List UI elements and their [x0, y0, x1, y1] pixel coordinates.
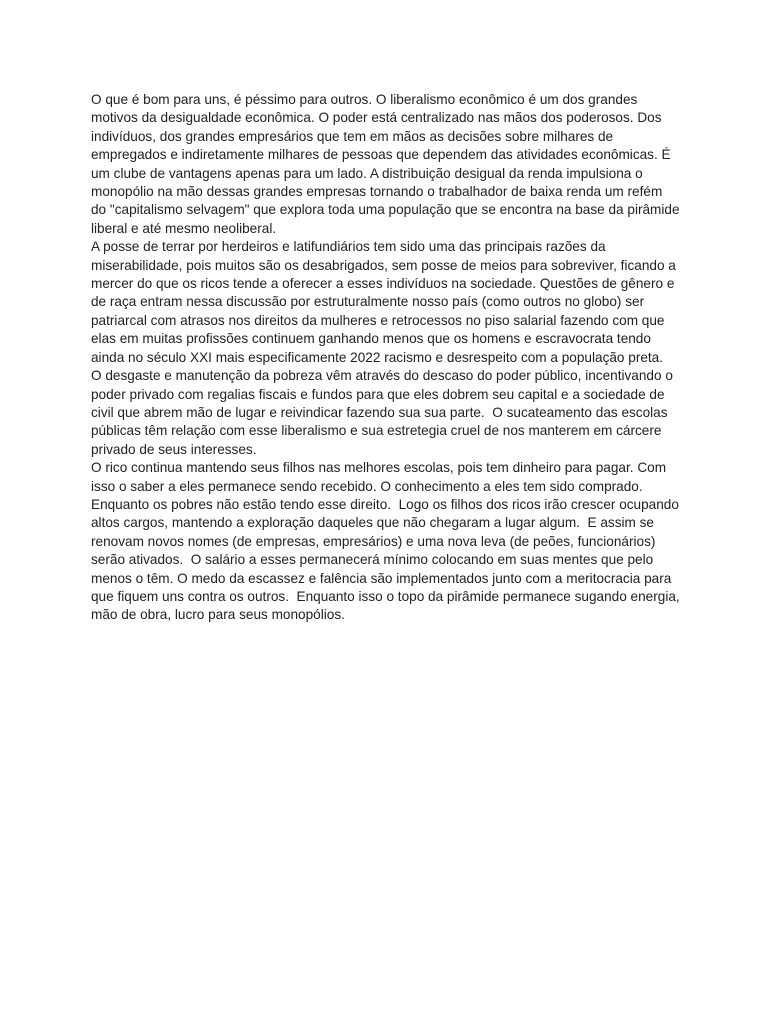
paragraph-3: O desgaste e manutenção da pobreza vêm através do descaso do poder público, incentivando o poder privado com regalias fiscais e fundos para que eles dobrem seu capital e a sociedade de civil que abrem mão de lugar e reivindicar fazendo sua sua parte. O sucateamento das escolas públicas têm relação com esse liberalismo e sua estretegia cruel de nos manterem em cárcere privado de seus interesses. — [91, 368, 677, 457]
paragraph-4: O rico continua mantendo seus filhos nas melhores escolas, pois tem dinheiro para pagar. Com isso o saber a eles permanece sendo recebido. O conhecimento a eles tem sido comprado. Enquanto os pobres não estão tendo esse direito. Logo os filhos dos ricos irão crescer ocupando altos cargos, mantendo a exploração daqueles que não chegaram a lugar algum. E assim se renovam novos nomes (de empresas, empresários) e uma nova leva (de peões, funcionários) serão ativados. O salário a esses permanecerá mínimo colocando em suas mentes que pelo menos o têm. O medo da escassez e falência são implementados junto com a meritocracia para que fiquem uns contra os outros. Enquanto isso o topo da pirâmide permanece sugando energia, mão de obra, lucro para seus monopólios. — [91, 460, 684, 623]
document-body — [91, 91, 684, 625]
paragraph-2: A posse de terrar por herdeiros e latifundiários tem sido uma das principais razões da miserabilidade, pois muitos são os desabrigados, sem posse de meios para sobreviver, ficando a mercer do que os ricos tende a oferecer a esses indivíduos na sociedade. Questões de gênero e de raça entram nessa discussão por estruturalmente nosso país (como outros no globo) ser patriarcal com atrasos nos direitos da mulheres e retrocessos no piso salarial fazendo com que elas em muitas profissões continuem ganhando menos que os homens e escravocrata tendo ainda no século XXI mais especificamente 2022 racismo e desrespeito com a população preta. — [91, 239, 680, 365]
paragraph-1: O que é bom para uns, é péssimo para outros. O liberalismo econômico é um dos grandes motivos da desigualdade econômica. O poder está centralizado nas mãos dos poderosos. Dos indivíduos, dos grandes empresários que tem em mãos as decisões sobre milhares de empregados e indiretamente milhares de pessoas que dependem das atividades econômicas. É um clube de vantagens apenas para um lado. A distribuição desigual da renda impulsiona o monopólio na mão dessas grandes empresas tornando o trabalhador de baixa renda um refém do "capitalismo selvagem" que explora toda uma população que se encontra na base da pirâmide liberal e até mesmo neoliberal. — [91, 92, 684, 236]
